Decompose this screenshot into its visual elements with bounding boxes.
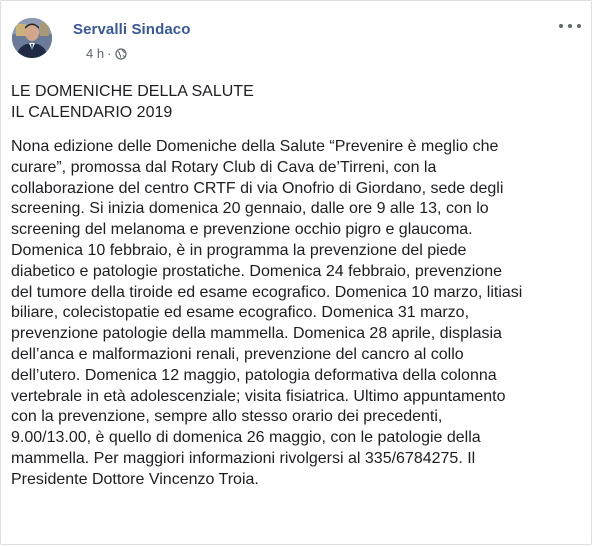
- body-line: con la prevenzione, sempre allo stesso orario dei precedenti,: [11, 408, 443, 426]
- body-line: 9.00/13.00, è quello di domenica 26 maggio, con le patologie della: [11, 429, 481, 447]
- post-meta: [86, 46, 127, 61]
- body-line: Presidente Dottore Vincenzo Troia.: [11, 470, 259, 488]
- heading-line: IL CALENDARIO 2019: [11, 104, 173, 121]
- body-line: del tumore della tiroide ed esame ecografico. Domenica 10 marzo, litiasi: [11, 283, 523, 301]
- body-line: collaborazione del centro CRTF di via Onofrio di Giordano, sede degli: [11, 179, 504, 197]
- post-heading: [11, 81, 254, 123]
- more-options-icon[interactable]: [559, 19, 581, 33]
- body-line: mammella. Per maggiori informazioni rivolgersi al 335/6784275. Il: [11, 449, 476, 467]
- body-line: curare”, promossa dal Rotary Club di Cava de’Tirreni, con la: [11, 158, 437, 176]
- post-time[interactable]: 4 h: [86, 46, 105, 61]
- avatar-photo: [12, 18, 52, 58]
- globe-icon[interactable]: [115, 48, 127, 60]
- body-line: screening. Si inizia domenica 20 gennaio, dalle ore 9 alle 13, con lo: [11, 200, 489, 218]
- avatar[interactable]: [12, 18, 52, 58]
- post-body: [11, 137, 583, 491]
- body-line: prevenzione patologie della mammella. Domenica 28 aprile, displasia: [11, 325, 502, 343]
- heading-line: LE DOMENICHE DELLA SALUTE: [11, 83, 254, 100]
- body-line: biliare, colecistopatie ed esame ecografico. Domenica 31 marzo,: [11, 304, 470, 322]
- body-line: screening del melanoma e prevenzione occhio pigro e glaucoma.: [11, 221, 473, 239]
- body-line: dell’anca e malformazioni renali, prevenzione del cancro al collo: [11, 345, 464, 363]
- body-line: diabetico e patologie prostatiche. Domenica 24 febbraio, prevenzione: [11, 262, 502, 280]
- meta-separator: ·: [107, 46, 112, 61]
- body-line: Nona edizione delle Domeniche della Salute “Prevenire è meglio che: [11, 138, 499, 155]
- body-line: vertebrale in età adolescenziale; visita fisiatrica. Ultimo appuntamento: [11, 387, 506, 405]
- body-line: Domenica 10 febbraio, è in programma la prevenzione del piede: [11, 241, 467, 259]
- body-line: dell’utero. Domenica 12 maggio, patologia deformativa della colonna: [11, 366, 497, 384]
- author-name[interactable]: Servalli Sindaco: [73, 21, 191, 38]
